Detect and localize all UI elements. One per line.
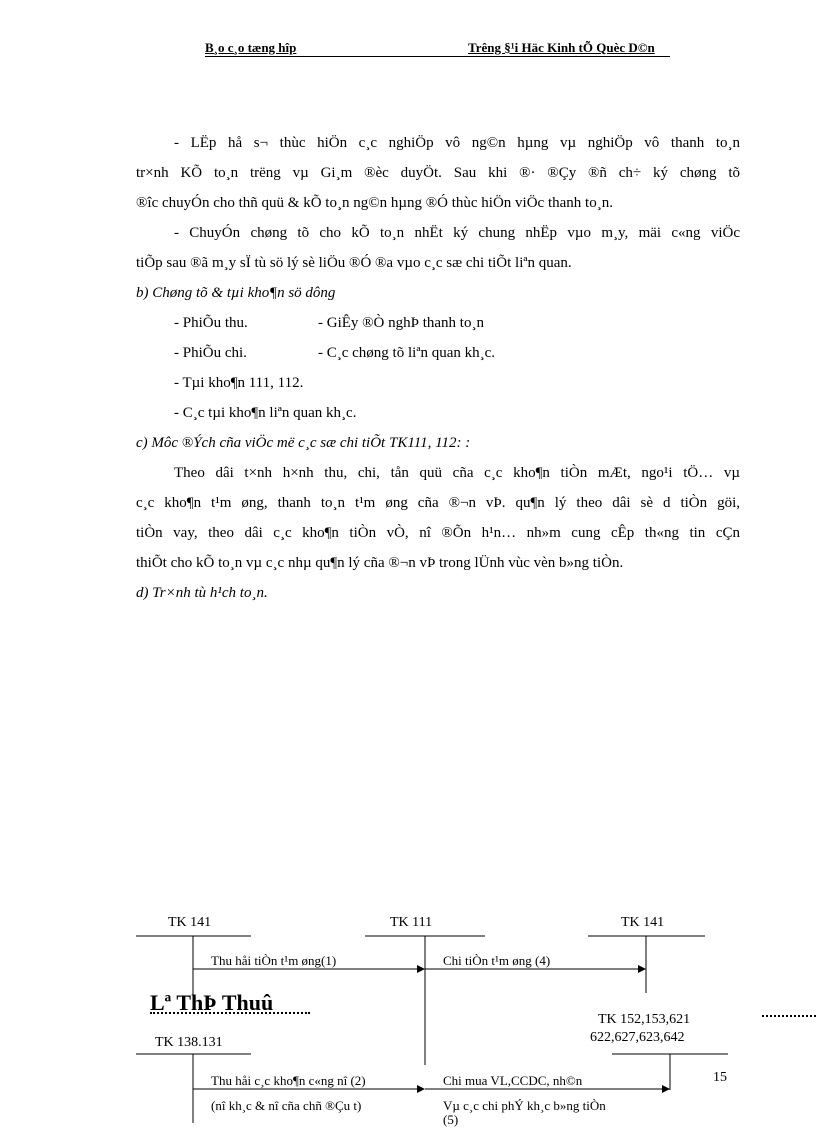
- para-2-line-1: - ChuyÓn chøng tõ cho kÕ to¸n nhËt ký chung nhËp vµo m¸y, mäi c«ng viÖc: [174, 225, 740, 241]
- flow-4-label: Chi tiÒn t¹m øng (4): [443, 953, 551, 968]
- section-c-line-1: Theo dâi t×nh h×nh thu, chi, tån quü cña c¸c kho¶n tiÒn mÆt, ngo¹i tÖ… vµ: [174, 465, 740, 481]
- section-c-line-2: c¸c kho¶n t¹m øng, thanh to¸n t¹m øng cña ®¬n vÞ. qu¶n lý theo dâi sè d tiÒn göi,: [136, 495, 740, 511]
- flow-5-label-line-2: Vµ c¸c chi phÝ kh¸c b»ng tiÒn: [443, 1098, 606, 1113]
- section-b-row-3-col-1: - Tµi kho¶n 111, 112.: [174, 375, 304, 391]
- tk152-label-line-1: TK 152,153,621: [598, 1012, 691, 1027]
- flow-1-label: Thu håi tiÒn t¹m øng(1): [211, 953, 337, 968]
- flow-5-label-line-3: (5): [443, 1112, 459, 1127]
- section-b-row-2-col-1: - PhiÕu chi.: [174, 345, 247, 361]
- tk141-right-label: TK 141: [621, 915, 665, 930]
- header-right: Trêng §¹i Häc Kinh tÕ Quèc D©n: [468, 40, 655, 55]
- section-c-line-3: tiÒn vay, theo dâi c¸c kho¶n tiÒn vÒ, nî ®Õn h¹n… nh»m cung cÊp th«ng tin cÇn: [136, 525, 740, 541]
- section-b-row-4-col-1: - C¸c tµi kho¶n liªn quan kh¸c.: [174, 405, 357, 421]
- footer-dotted-rule-right: [762, 1015, 816, 1017]
- author-signature: Lª ThÞ Thuû: [150, 990, 274, 1015]
- tk111-label: TK 111: [390, 915, 433, 930]
- para-2-line-2: tiÕp sau ®ã m¸y sÏ tù sö lý sè liÖu ®Ó ®a vµo c¸c sæ chi tiÕt liªn quan.: [136, 255, 572, 271]
- flow-2-label-line-2: (nî kh¸c & nî cña chñ ®Çu t): [211, 1098, 362, 1113]
- section-c-heading: c) Môc ®Ých cña viÖc më c¸c sæ chi tiÕt TK111, 112: :: [136, 435, 471, 451]
- section-b-row-1-col-1: - PhiÕu thu.: [174, 315, 248, 331]
- para-1-line-1: - LËp hå s¬ thùc hiÖn c¸c nghiÖp vô ng©n hµng vµ nghiÖp vô thanh to¸n: [174, 135, 740, 151]
- footer-dotted-rule: [150, 1012, 310, 1014]
- para-1-line-3: ®îc chuyÓn cho thñ quü & kÕ to¸n ng©n hµng ®Ó thùc hiÖn viÖc thanh to¸n.: [136, 195, 613, 211]
- tk152-label-line-2: 622,627,623,642: [590, 1030, 685, 1045]
- section-b-heading: b) Chøng tõ & tµi kho¶n sö dông: [136, 285, 336, 301]
- flow-5-label-line-1: Chi mua VL,CCDC, nh©n: [443, 1073, 583, 1088]
- flow-2-label-line-1: Thu håi c¸c kho¶n c«ng nî (2): [211, 1073, 366, 1088]
- para-1-line-2: tr×nh KÕ to¸n trëng vµ Gi¸m ®èc duyÖt. Sau khi ®· ®Çy ®ñ ch÷ ký chøng tõ: [136, 165, 740, 181]
- section-b-row-1-col-2: - GiÊy ®Ò nghÞ thanh to¸n: [318, 315, 484, 331]
- tk138-label: TK 138.131: [155, 1035, 223, 1050]
- section-b-row-2-col-2: - C¸c chøng tõ liªn quan kh¸c.: [318, 345, 496, 361]
- page-number: 15: [713, 1070, 727, 1085]
- tk141-left-label: TK 141: [168, 915, 212, 930]
- section-d-heading: d) Tr×nh tù h¹ch to¸n.: [136, 585, 268, 601]
- section-c-line-4: thiÕt cho kÕ to¸n vµ c¸c nhµ qu¶n lý cña ®¬n vÞ trong lÜnh vùc vèn b»ng tiÒn.: [136, 555, 624, 571]
- header-left: B¸o c¸o tæng hîp: [205, 40, 297, 55]
